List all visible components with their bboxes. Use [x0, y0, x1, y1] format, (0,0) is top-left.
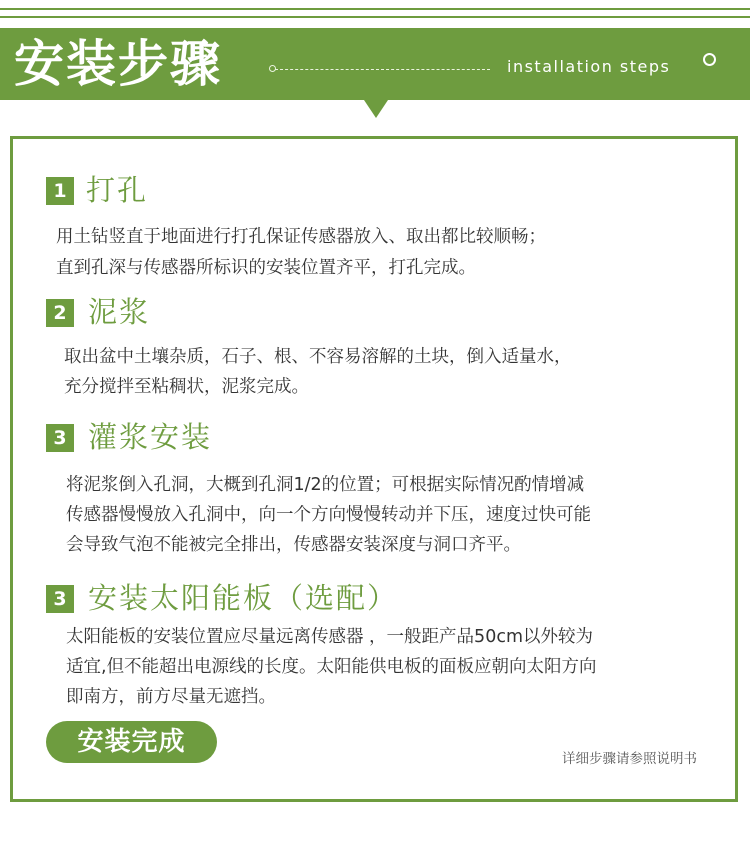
circle-ring-icon	[703, 53, 716, 66]
step-4-line-2: 适宜,但不能超出电源线的长度。太阳能供电板的面板应朝向太阳方向	[66, 657, 597, 677]
top-rule-1	[0, 8, 750, 10]
step-2-line-1: 取出盆中土壤杂质，石子、根、不容易溶解的土块，倒入适量水，	[64, 347, 572, 367]
step-1-line-2: 直到孔深与传感器所标识的安装位置齐平，打孔完成。	[56, 258, 476, 278]
step-1-number-badge: 1	[46, 177, 74, 205]
step-2-title: 泥浆	[88, 295, 151, 329]
step-3-line-3: 会导致气泡不能被完全排出，传感器安装深度与洞口齐平。	[66, 535, 521, 555]
step-4-number-badge: 3	[46, 585, 74, 613]
step-3-number-badge: 3	[46, 424, 74, 452]
page-subtitle: installation steps	[507, 57, 671, 76]
step-2-line-2: 充分搅拌至粘稠状，泥浆完成。	[64, 377, 309, 397]
step-3-line-2: 传感器慢慢放入孔洞中，向一个方向慢慢转动并下压，速度过快可能	[66, 505, 591, 525]
install-complete-badge: 安装完成	[46, 721, 217, 763]
step-4-line-1: 太阳能板的安装位置应尽量远离传感器 ，一般距产品50cm以外较为	[66, 627, 593, 647]
step-4-line-3: 即南方，前方尽量无遮挡。	[66, 687, 276, 707]
step-2-number-badge: 2	[46, 299, 74, 327]
step-4-title: 安装太阳能板（选配）	[88, 581, 399, 615]
dashed-divider	[275, 69, 490, 70]
page-title: 安装步骤	[14, 34, 222, 93]
top-rule-2	[0, 16, 750, 18]
manual-reference-note: 详细步骤请参照说明书	[562, 751, 697, 767]
down-pointer-icon	[364, 100, 388, 118]
step-3-line-1: 将泥浆倒入孔洞，大概到孔洞1/2的位置；可根据实际情况酌情增减	[66, 475, 585, 495]
header-banner	[0, 28, 750, 100]
step-1-line-1: 用土钻竖直于地面进行打孔保证传感器放入、取出都比较顺畅；	[56, 227, 546, 247]
step-1-title: 打孔	[86, 173, 149, 207]
step-3-title: 灌浆安装	[88, 420, 213, 454]
